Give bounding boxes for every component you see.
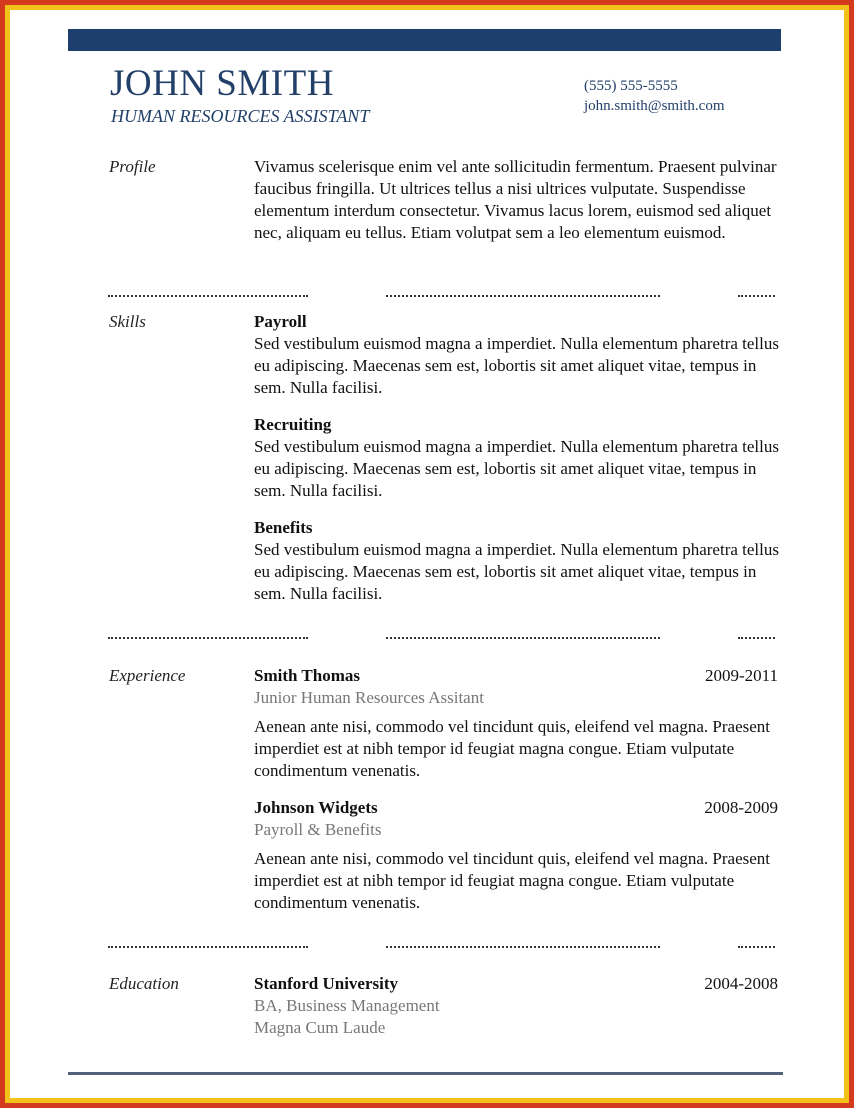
employer-name: Smith Thomas	[254, 666, 360, 685]
section-label-education: Education	[109, 974, 179, 993]
section-label-profile: Profile	[109, 157, 156, 176]
profile-text: Vivamus scelerisque enim vel ante sollicitudin fermentum. Praesent pulvinar faucibus fringilla. Ut ultrices tellus a nisi ultrices vulputate. Suspendisse elementum interdum consectetur. Vivamus lacus lorem, euismod sed aliquet nec, aliquam eu tellus. Etiam volutpat sem a leo elementum euismod.	[254, 157, 777, 242]
honors: Magna Cum Laude	[254, 1018, 386, 1037]
degree: BA, Business Management	[254, 996, 440, 1015]
job-role: Payroll & Benefits	[254, 820, 382, 839]
employer-name: Johnson Widgets	[254, 798, 378, 817]
candidate-title: HUMAN RESOURCES ASSISTANT	[111, 106, 370, 126]
candidate-name: JOHN SMITH	[110, 63, 334, 104]
section-label-skills: Skills	[109, 312, 146, 331]
skill-text: Sed vestibulum euismod magna a imperdiet. Nulla elementum pharetra tellus eu adipiscing. Maecenas sem est, lobortis sit amet aliquet vitae, tempus in sem. Nulla facilisi.	[254, 334, 779, 397]
school-name: Stanford University	[254, 974, 399, 993]
skill-text: Sed vestibulum euismod magna a imperdiet. Nulla elementum pharetra tellus eu adipiscing. Maecenas sem est, lobortis sit amet aliquet vitae, tempus in sem. Nulla facilisi.	[254, 437, 779, 500]
section-label-experience: Experience	[109, 666, 186, 685]
skill-title: Benefits	[254, 518, 313, 537]
resume-page	[10, 10, 844, 1098]
skill-title: Recruiting	[254, 415, 332, 434]
education-dates: 2004-2008	[704, 974, 778, 993]
phone-number: (555) 555-5555	[584, 78, 678, 94]
job-description: Aenean ante nisi, commodo vel tincidunt quis, eleifend vel magna. Praesent imperdiet est at nibh tempor id feugiat magna congue. Etiam vulputate condimentum venenatis.	[254, 717, 770, 780]
job-description: Aenean ante nisi, commodo vel tincidunt quis, eleifend vel magna. Praesent imperdiet est at nibh tempor id feugiat magna congue. Etiam vulputate condimentum venenatis.	[254, 849, 770, 912]
skill-title: Payroll	[254, 312, 307, 331]
skill-text: Sed vestibulum euismod magna a imperdiet. Nulla elementum pharetra tellus eu adipiscing. Maecenas sem est, lobortis sit amet aliquet vitae, tempus in sem. Nulla facilisi.	[254, 540, 779, 603]
job-role: Junior Human Resources Assitant	[254, 688, 484, 707]
employment-dates: 2008-2009	[704, 798, 778, 817]
email-address: john.smith@smith.com	[584, 98, 725, 114]
header-bar	[68, 29, 781, 51]
footer-rule	[68, 1072, 783, 1075]
employment-dates: 2009-2011	[704, 666, 778, 685]
